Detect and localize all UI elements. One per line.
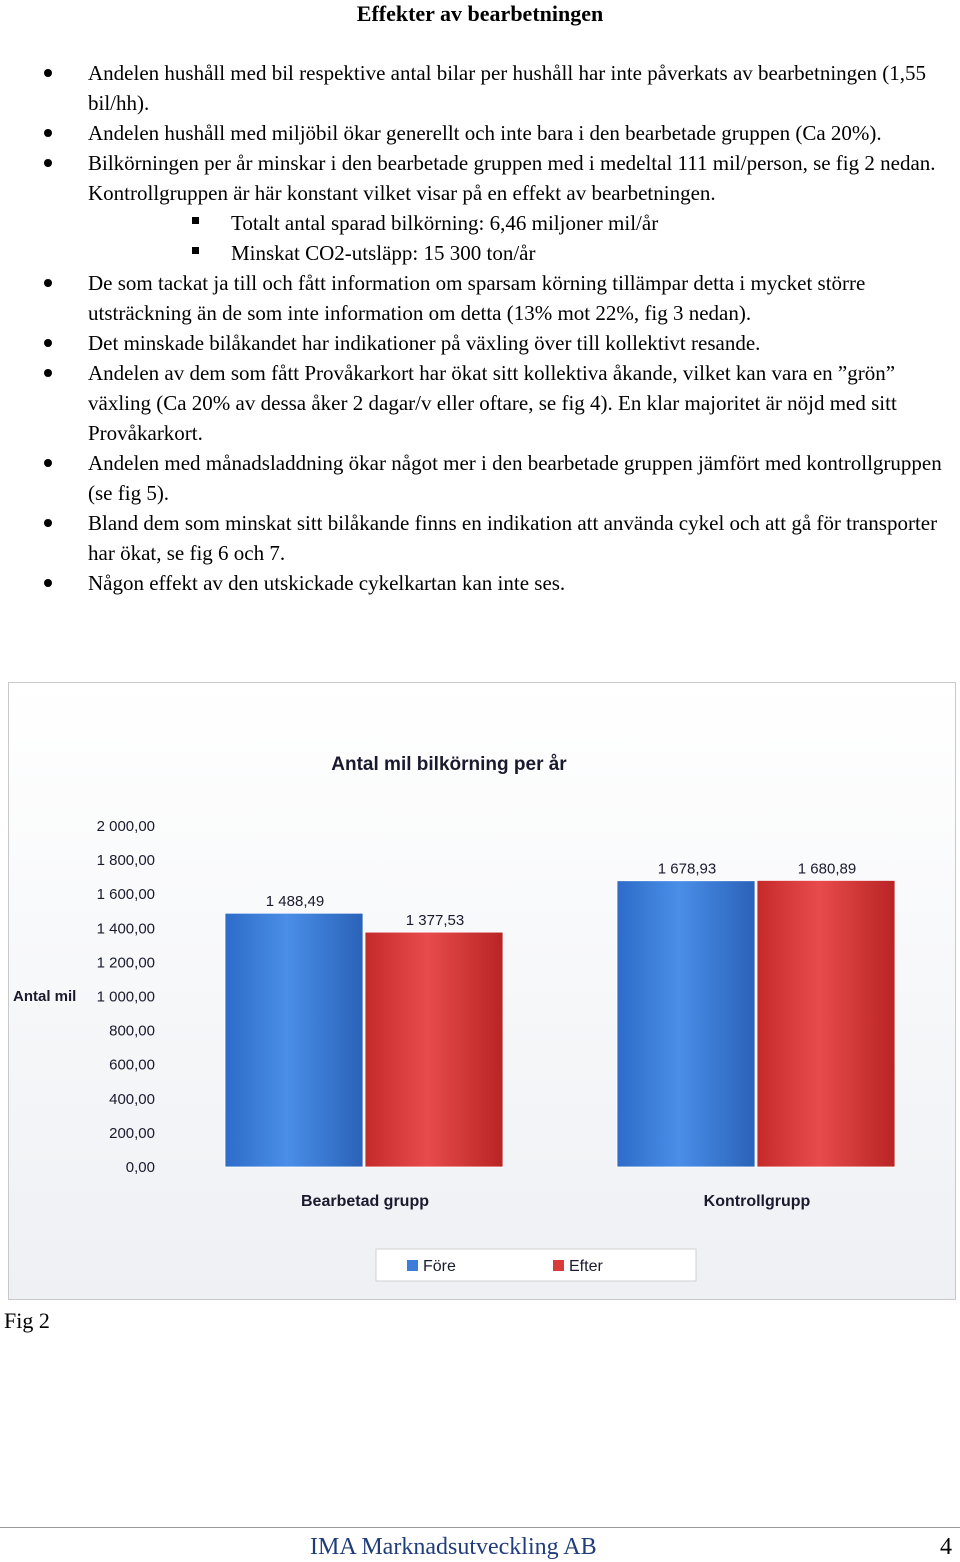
data-label: 1 488,49 bbox=[265, 893, 325, 911]
list-item: Det minskade bilåkandet har indikationer på växling över till kollektivt resande. bbox=[0, 328, 960, 358]
list-item: Andelen av dem som fått Provåkarkort har ökat sitt kollektiva åkande, vilket kan vara en ”grön” växling (Ca 20% av dessa åker 2 dagar/v eller oftare, se fig 4). En klar majoritet är nöjd med sitt Provåkarkort. bbox=[0, 358, 960, 448]
bullet-icon bbox=[44, 279, 52, 287]
data-label: 1 678,93 bbox=[657, 860, 717, 878]
list-item: Andelen med månadsladdning ökar något mer i den bearbetade gruppen jämfört med kontrollgruppen (se fig 5). bbox=[0, 448, 960, 508]
bullet-icon bbox=[44, 69, 52, 77]
page-number: 4 bbox=[940, 1534, 952, 1560]
bullet-icon bbox=[44, 369, 52, 377]
legend-swatch bbox=[407, 1260, 418, 1271]
y-tick-label: 200,00 bbox=[109, 1124, 155, 1142]
data-label: 1 680,89 bbox=[797, 860, 857, 878]
bar bbox=[225, 913, 363, 1167]
list-item: Andelen hushåll med miljöbil ökar generellt och inte bara i den bearbetade gruppen (Ca 20%). bbox=[0, 118, 960, 148]
bullet-icon bbox=[44, 579, 52, 587]
sub-list-item: Minskat CO2-utsläpp: 15 300 ton/år bbox=[0, 238, 960, 268]
chart-title: Antal mil bilkörning per år bbox=[331, 754, 567, 775]
data-label: 1 377,53 bbox=[405, 912, 465, 930]
legend-swatch bbox=[553, 1260, 564, 1271]
effects-list bbox=[0, 58, 960, 598]
y-tick-label: 1 000,00 bbox=[96, 988, 155, 1006]
y-tick-label: 1 800,00 bbox=[96, 852, 155, 870]
bullet-icon bbox=[44, 339, 52, 347]
legend-label: Före bbox=[423, 1258, 456, 1275]
x-tick-label: Bearbetad grupp bbox=[300, 1193, 430, 1210]
y-tick-label: 400,00 bbox=[109, 1090, 155, 1108]
chart-frame bbox=[8, 682, 956, 1300]
footer-company: IMA Marknadsutveckling AB bbox=[310, 1534, 597, 1560]
y-tick-label: 1 200,00 bbox=[96, 954, 155, 972]
list-item: Andelen hushåll med bil respektive antal bilar per hushåll har inte påverkats av bearbetningen (1,55 bil/hh). bbox=[0, 58, 960, 118]
list-item: Bland dem som minskat sitt bilåkande finns en indikation att använda cykel och att gå för transporter har ökat, se fig 6 och 7. bbox=[0, 508, 960, 568]
y-tick-label: 600,00 bbox=[109, 1056, 155, 1074]
y-tick-label: 0,00 bbox=[125, 1159, 155, 1176]
list-item: De som tackat ja till och fått information om sparsam körning tillämpar detta i mycket större utsträckning än de som inte information om detta (13% mot 22%, fig 3 nedan). bbox=[0, 268, 960, 328]
figure-caption: Fig 2 bbox=[4, 1308, 50, 1333]
bar bbox=[365, 932, 503, 1167]
legend-label: Efter bbox=[569, 1258, 603, 1275]
square-bullet-icon bbox=[192, 217, 199, 224]
bullet-icon bbox=[44, 519, 52, 527]
bar bbox=[757, 880, 895, 1167]
bar-chart bbox=[9, 683, 955, 1299]
page-title: Effekter av bearbetningen bbox=[356, 1, 604, 26]
y-tick-label: 800,00 bbox=[109, 1022, 155, 1040]
bullet-icon bbox=[44, 459, 52, 467]
bullet-icon bbox=[44, 129, 52, 137]
list-item: Någon effekt av den utskickade cykelkartan kan inte ses. bbox=[0, 568, 960, 598]
y-tick-label: 2 000,00 bbox=[96, 818, 155, 835]
y-tick-label: 1 400,00 bbox=[96, 920, 155, 938]
footer-divider bbox=[0, 1527, 960, 1528]
y-tick-label: 1 600,00 bbox=[96, 886, 155, 904]
bar bbox=[617, 881, 755, 1167]
bullet-icon bbox=[44, 159, 52, 167]
y-axis-title: Antal mil bbox=[13, 988, 77, 1005]
x-tick-label: Kontrollgrupp bbox=[703, 1193, 811, 1210]
square-bullet-icon bbox=[192, 247, 199, 254]
list-item: Bilkörningen per år minskar i den bearbetade gruppen med i medeltal 111 mil/person, se fig 2 nedan. Kontrollgruppen är här konstant vilket visar på en effekt av bearbetningen. bbox=[0, 148, 960, 208]
sub-list-item: Totalt antal sparad bilkörning: 6,46 miljoner mil/år bbox=[0, 208, 960, 238]
